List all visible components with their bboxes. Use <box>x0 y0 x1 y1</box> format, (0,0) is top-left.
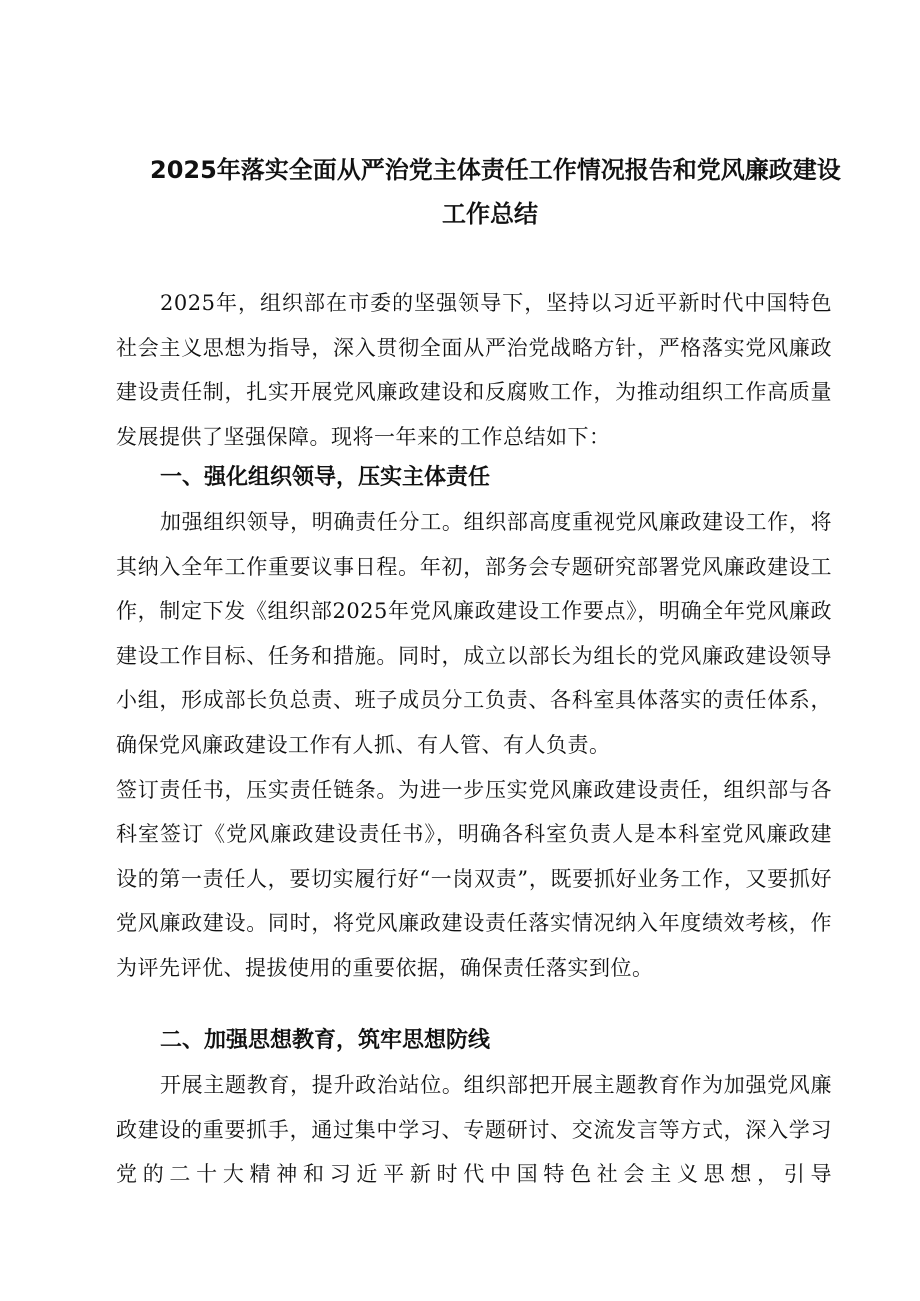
section-2-heading: 二、加强思想教育，筑牢思想防线 <box>160 1028 491 1053</box>
intro-paragraph: 2025年，组织部在市委的坚强领导下，坚持以习近平新时代中国特色社会主义思想为指导，深入贯彻全面从严治党战略方针，严格落实党风廉政建设责任制，扎实开展党风廉政建设和反腐败工作，为推动组织工作高质量发展提供了坚强保障。现将一年来的工作总结如下： <box>116 291 832 449</box>
section-1-body <box>116 500 832 991</box>
section-1-paragraph-1: 加强组织领导，明确责任分工。组织部高度重视党风廉政建设工作，将其纳入全年工作重要议事日程。年初，部务会专题研究部署党风廉政建设工作，制定下发《组织部2025年党风廉政建设工作要点》，明确全年党风廉政建设工作目标、任务和措施。同时，成立以部长为组长的党风廉政建设领导小组，形成部长负总责、班子成员分工负责、各科室具体落实的责任体系，确保党风廉政建设工作有人抓、有人管、有人负责。 <box>116 510 832 757</box>
section-2-body <box>116 1063 832 1197</box>
document-title-line-2: 工作总结 <box>442 200 538 228</box>
document-title-line-1: 2025年落实全面从严治党主体责任工作情况报告和党风廉政建设 <box>150 156 841 184</box>
section-1-paragraph-2: 签订责任书，压实责任链条。为进一步压实党风廉政建设责任，组织部与各科室签订《党风廉政建设责任书》，明确各科室负责人是本科室党风廉政建设的第一责任人，要切实履行好“一岗双责”，既要抓好业务工作，又要抓好党风廉政建设。同时，将党风廉政建设责任落实情况纳入年度绩效考核，作为评先评优、提拔使用的重要依据，确保责任落实到位。 <box>116 777 832 980</box>
intro-block <box>116 281 832 459</box>
section-1-heading: 一、强化组织领导，压实主体责任 <box>160 465 491 490</box>
section-2-paragraph-1: 开展主题教育，提升政治站位。组织部把开展主题教育作为加强党风廉政建设的重要抓手，通过集中学习、专题研讨、交流发言等方式，深入学习党的二十大精神和习近平新时代中国特色社会主义思想，引导 <box>116 1073 832 1187</box>
